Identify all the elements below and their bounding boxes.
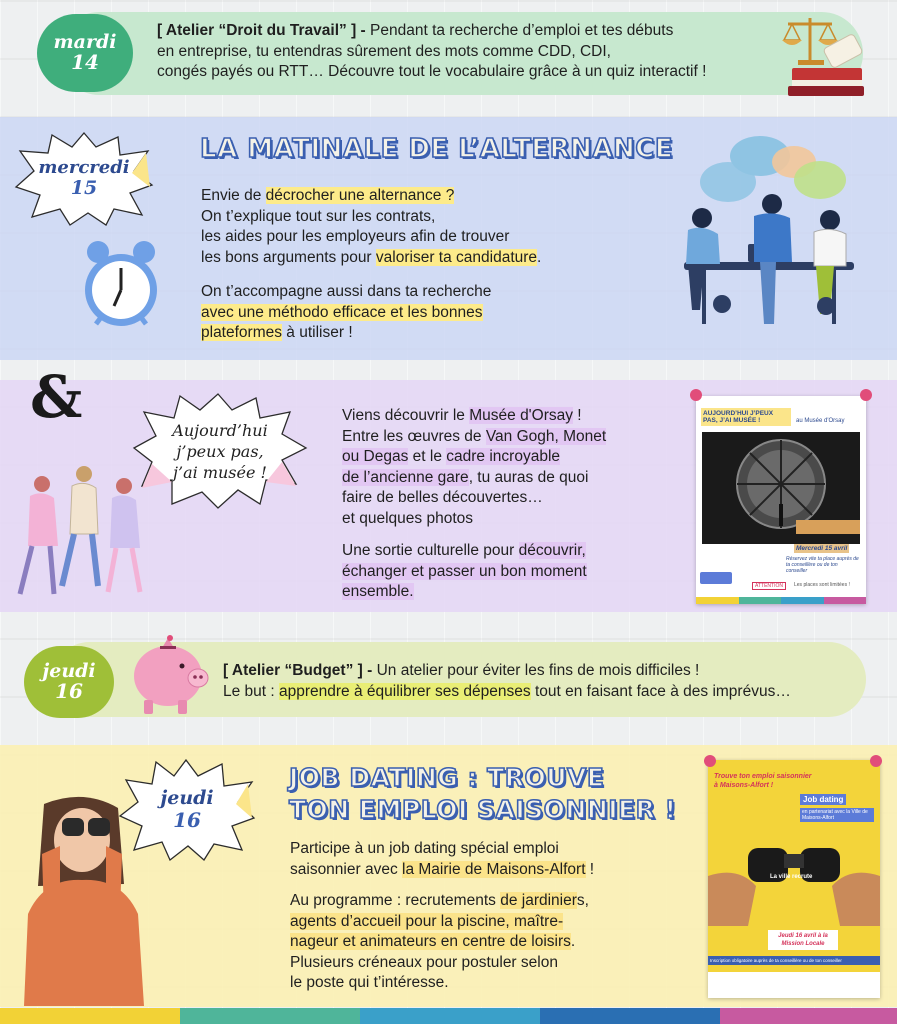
text-run: s,: [576, 892, 589, 909]
footer-stripe: [360, 1008, 540, 1024]
text-line: les aides pour les employeurs afin de trouver: [201, 228, 510, 245]
alternance-title: LA MATINALE DE L’ALTERNANCE: [200, 134, 674, 164]
alarm-clock-icon: [80, 238, 162, 330]
footer-color-bar: [0, 1008, 897, 1024]
flyer-note: Réservez vite ta place auprès de ta conseillère ou de ton conseiller: [786, 556, 859, 574]
event-text-line: Pendant ta recherche d’emploi et tes débuts: [365, 22, 674, 39]
flyer-logo: [700, 572, 732, 584]
event-droit-travail-text: [157, 21, 777, 83]
text-run: , tu auras de quoi: [468, 468, 589, 486]
text-run: saisonnier avec: [290, 860, 403, 878]
highlight-run: ou Degas: [342, 448, 409, 465]
date-label: 14: [71, 50, 99, 75]
text-run: Le but :: [223, 682, 280, 700]
highlight-run: valoriser ta candidature: [375, 248, 538, 266]
day-label: mardi: [53, 30, 117, 53]
highlight-run: la Mairie de Maisons-Alfort: [402, 860, 586, 878]
text-line: On t’explique tout sur les contrats,: [201, 207, 436, 225]
date-label: 16: [55, 679, 83, 704]
flyer-tag: Job dating: [800, 794, 846, 805]
scales-books-icon: [780, 10, 866, 98]
flyer-date: Jeudi 16 avril à la Mission Locale: [768, 930, 838, 950]
flyer-header: AUJOURD’HUI J’PEUX PAS, J’AI MUSÉE !: [701, 408, 791, 426]
jobdating-flyer[interactable]: [708, 760, 880, 998]
text-run: les bons arguments pour: [201, 248, 376, 266]
text-run: Viens découvrir le: [342, 407, 470, 424]
walking-friends-icon: [8, 460, 158, 600]
highlight-run: cadre incroyable: [446, 448, 561, 465]
flyer-sub: au Musée d'Orsay: [796, 418, 845, 424]
text-run: .: [570, 933, 576, 950]
title-line: JOB DATING : TROUVE: [289, 763, 605, 792]
flyer-tag: en partenariat avec la Ville de Maisons-Alfort: [800, 808, 874, 822]
alternance-paragraph-2: [201, 282, 621, 344]
text-run: Un atelier pour éviter les fins de mois difficiles !: [372, 662, 700, 679]
text-line: et quelques photos: [342, 509, 473, 527]
flyer-recruit: La ville recrute: [770, 874, 813, 880]
text-run: Une sortie culturelle pour: [342, 542, 519, 559]
event-budget-text: [223, 661, 863, 702]
event-title: [ Atelier “Droit du Travail” ] -: [157, 22, 366, 39]
highlight-run: découvrir,: [518, 542, 586, 559]
event-text-line: congés payés ou RTT… Découvre tout le vocabulaire grâce à un quiz interactif !: [157, 63, 707, 80]
footer-stripe: [0, 1008, 180, 1024]
flyer-date: Mercredi 15 avril: [796, 545, 848, 552]
highlight-run: plateformes: [201, 324, 282, 341]
date-badge-jeudi-16: [24, 646, 114, 718]
footer-stripe: [540, 1008, 720, 1024]
text-run: Au programme : recrutements: [290, 892, 501, 909]
text-run: à utiliser !: [281, 324, 353, 341]
event-text-line: en entreprise, tu entendras sûrement des mots comme CDD, CDI,: [157, 42, 611, 60]
day-label: jeudi: [42, 659, 96, 682]
highlight-run: nageur et animateurs en centre de loisirs: [290, 933, 571, 950]
highlight-run: Van Gogh, Monet: [485, 427, 607, 445]
highlight-run: échanger et passer un bon moment: [342, 562, 587, 580]
piggy-bank-icon: [126, 632, 210, 718]
footer-stripe: [180, 1008, 360, 1024]
text-run: tout en faisant face à des imprévus…: [530, 682, 791, 700]
footer-stripe: [720, 1008, 897, 1024]
title-line: TON EMPLOI SAISONNIER !: [289, 795, 677, 824]
highlight-run: de l’ancienne gare: [342, 468, 469, 486]
highlight-run: Musée d'Orsay: [469, 407, 573, 424]
bubble-line: Aujourd’hui: [172, 420, 268, 440]
text-line: Participe à un job dating spécial emploi: [290, 840, 559, 857]
text-run: !: [585, 860, 595, 878]
day-label: mercredi: [38, 156, 130, 178]
date-label: 16: [173, 808, 201, 833]
flyer-badge: ATTENTION: [752, 582, 786, 590]
pin-icon: [700, 752, 890, 772]
text-run: !: [572, 407, 582, 424]
text-run: Entre les œuvres de: [342, 427, 486, 445]
highlight-run: avec une méthodo efficace et les bonnes: [201, 303, 483, 321]
alternance-paragraph-1: [201, 186, 621, 268]
musee-flyer[interactable]: [696, 396, 866, 604]
flyer-logo-strip: [708, 972, 880, 998]
text-run: Envie de: [201, 187, 266, 204]
day-label: jeudi: [160, 786, 214, 809]
date-burst-mercredi-15: [14, 131, 154, 227]
team-discussion-icon: [664, 134, 864, 332]
highlight-run: apprendre à équilibrer ses dépenses: [279, 682, 531, 700]
text-line: le poste qui t’intéresse.: [290, 974, 449, 991]
musee-paragraph-2: [342, 541, 662, 603]
text-line: faire de belles découvertes…: [342, 489, 543, 506]
orsay-clock-photo: [702, 432, 860, 544]
girl-with-binoculars-photo: [14, 794, 154, 1006]
text-run: et le: [408, 448, 447, 465]
highlight-run: agents d’accueil pour la piscine, maître-: [290, 912, 564, 930]
musee-paragraph-1: [342, 406, 662, 529]
bubble-line: j’peux pas,: [176, 441, 264, 461]
text-line: Plusieurs créneaux pour postuler selon: [290, 953, 558, 971]
jobdating-title: [289, 762, 677, 826]
speech-burst-musee: [132, 392, 308, 510]
pin-icon: [686, 386, 876, 406]
text-run: .: [537, 248, 542, 266]
flyer-footer-stripes: [696, 597, 866, 604]
text-line: On t’accompagne aussi dans ta recherche: [201, 283, 492, 300]
date-badge-mardi-14: [37, 14, 133, 92]
highlight-run: décrocher une alternance ?: [265, 187, 455, 204]
event-title: [ Atelier “Budget” ] -: [223, 662, 373, 679]
highlight-run: ensemble.: [342, 583, 414, 600]
flyer-footnote: Inscription obligatoire auprès de ta conseillère ou de ton conseiller: [708, 956, 880, 965]
flyer-tag: Les places sont limitées !: [794, 582, 850, 588]
jobdating-paragraph-2: [290, 891, 650, 994]
ampersand-sticker: &: [30, 363, 83, 431]
highlight-run: de jardinier: [500, 892, 577, 909]
date-label: 15: [70, 177, 98, 200]
jobdating-paragraph-1: [290, 839, 650, 880]
flyer-title: Trouve ton emploi saisonnier à Maisons-Alfort !: [714, 773, 812, 789]
bubble-line: j’ai musée !: [173, 462, 267, 482]
